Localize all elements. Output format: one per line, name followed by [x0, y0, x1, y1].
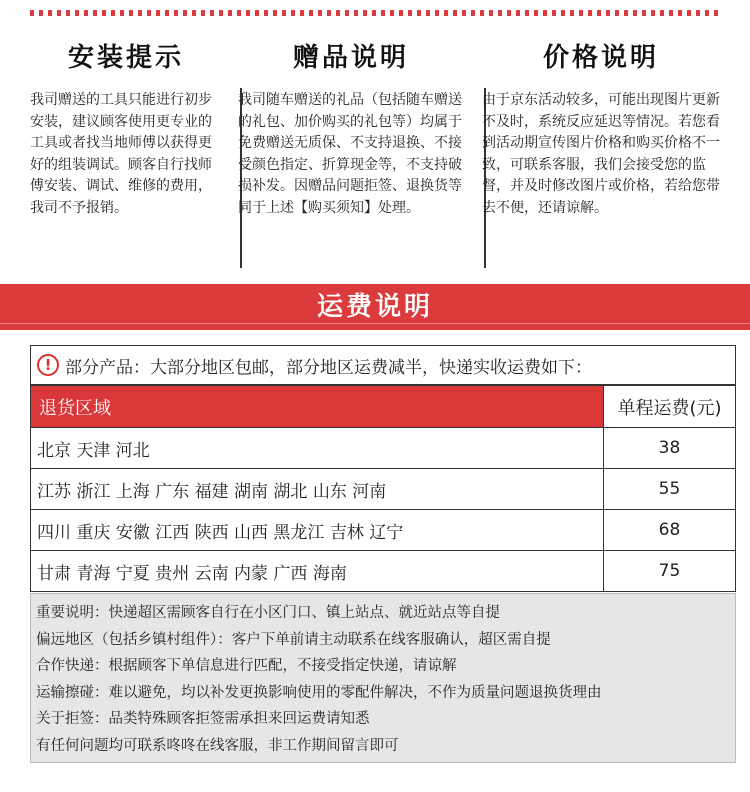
- important-notes-box: [30, 593, 736, 763]
- warning-icon: !: [37, 354, 59, 376]
- gift-info-text: 我司随车赠送的礼品（包括随车赠送的礼包、加价购买的礼包等）均属于免费赠送无质保、不支持退换、不接受颜色指定、折算现金等，不支持破损补发。因赠品问题拒签、退换货等同于上述【购买须知】处理。: [238, 92, 462, 216]
- note-line: 有任何问题均可联系咚咚在线客服，非工作期间留言即可: [36, 737, 399, 754]
- shipping-banner: [0, 284, 750, 330]
- install-tips-section: [30, 36, 222, 219]
- header-one-way-fee: 单程运费(元): [604, 386, 736, 428]
- note-line: 重要说明：快递超区需顾客自行在小区门口、镇上站点、就近站点等自提: [36, 605, 500, 621]
- price-info-title: 价格说明: [542, 43, 659, 73]
- table-row: [31, 428, 736, 469]
- gift-info-title: 赠品说明: [292, 43, 409, 73]
- shipping-notice-text: 部分产品：大部分地区包邮，部分地区运费减半，快递实收运费如下：: [65, 357, 592, 378]
- banner-stripe: [0, 323, 750, 324]
- fee-cell: 38: [604, 428, 736, 469]
- fee-cell: 55: [604, 469, 736, 510]
- region-cell: 甘肃 青海 宁夏 贵州 云南 内蒙 广西 海南: [31, 551, 604, 592]
- shipping-fee-table: [30, 385, 736, 592]
- fee-cell: 68: [604, 510, 736, 551]
- top-decorative-dash-line: [30, 10, 720, 16]
- shipping-notice: [30, 345, 736, 385]
- header-return-region: 退货区域: [31, 386, 604, 428]
- table-header-row: [31, 386, 736, 428]
- table-row: [31, 469, 736, 510]
- install-tips-text: 我司赠送的工具只能进行初步安装，建议顾客使用更专业的工具或者找当地师傅以获得更好的组装调试。顾客自行找师傅安装、调试、维修的费用，我司不予报销。: [30, 92, 212, 216]
- note-line: 关于拒签：品类特殊顾客拒签需承担来回运费请知悉: [36, 711, 370, 727]
- region-cell: 北京 天津 河北: [31, 428, 604, 469]
- note-line: 运输擦碰：难以避免，均以补发更换影响使用的零配件解决，不作为质量问题退换货理由: [36, 684, 602, 701]
- install-tips-title: 安装提示: [67, 43, 184, 73]
- note-line: 合作快递：根据顾客下单信息进行匹配，不接受指定快递，请谅解: [36, 658, 457, 674]
- gift-info-section: [238, 36, 464, 219]
- price-info-section: [482, 36, 720, 219]
- region-cell: 四川 重庆 安徽 江西 陕西 山西 黑龙江 吉林 辽宁: [31, 510, 604, 551]
- fee-cell: 75: [604, 551, 736, 592]
- price-info-text: 由于京东活动较多，可能出现图片更新不及时，系统反应延迟等情况。若您看到活动期宣传图片价格和购买价格不一致，可联系客服，我们会接受您的监督，并及时修改图片或价格，若给您带去不便，还请谅解。: [482, 92, 720, 216]
- table-row: [31, 551, 736, 592]
- region-cell: 江苏 浙江 上海 广东 福建 湖南 湖北 山东 河南: [31, 469, 604, 510]
- note-line: 偏远地区（包括乡镇村组件）：客户下单前请主动联系在线客服确认，超区需自提: [36, 631, 551, 648]
- shipping-banner-title: 运费说明: [316, 292, 433, 322]
- table-row: [31, 510, 736, 551]
